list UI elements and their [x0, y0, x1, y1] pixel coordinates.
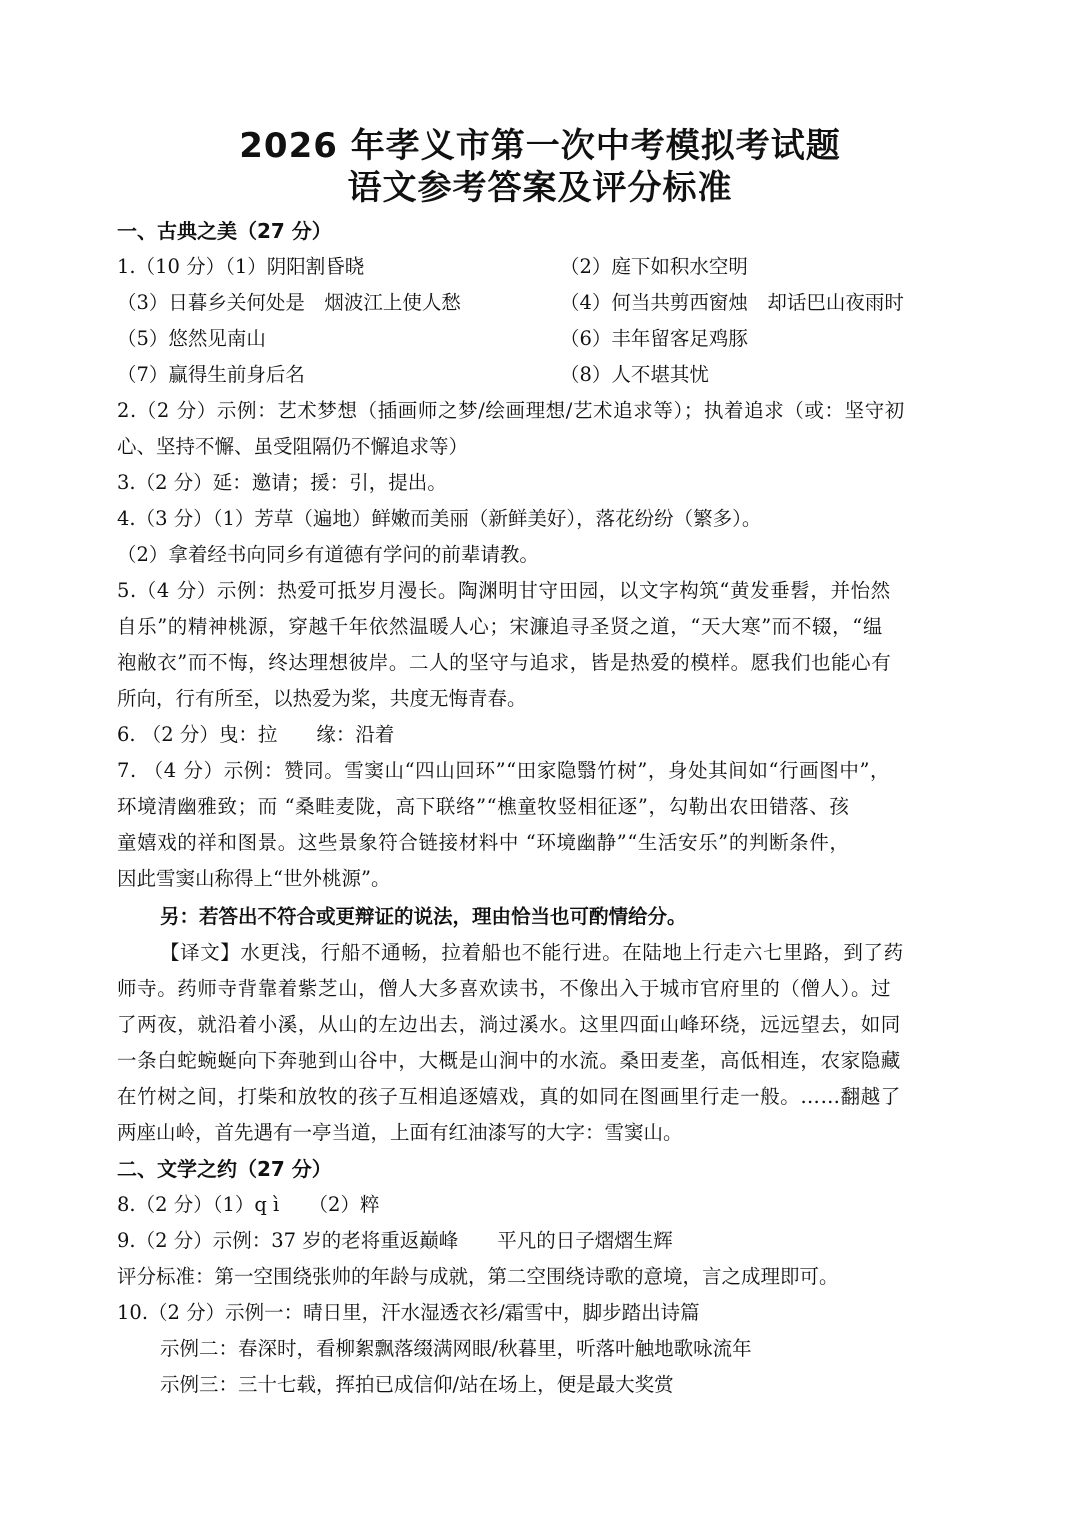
answer-q1-4: （4）何当共剪西窗烛 却话巴山夜雨时	[560, 291, 904, 314]
answer-q3: 3.（2 分）延：邀请；援：引，提出。	[117, 471, 447, 494]
answer-q9: 9.（2 分）示例：37 岁的老将重返巅峰 平凡的日子熠熠生辉	[117, 1229, 673, 1252]
answer-q5-line4: 所向，行有所至，以热爱为桨，共度无悔青春。	[117, 687, 527, 710]
answer-q7-line4: 因此雪窦山称得上“世外桃源”。	[117, 867, 391, 890]
translation-line2: 师寺。药师寺背靠着紫芝山，僧人大多喜欢读书，不像出入于城市官府里的（僧人）。过	[117, 977, 892, 1000]
section-heading-classical: 一、古典之美（27 分）	[117, 219, 332, 243]
answer-q1-8: （8）人不堪其忧	[560, 363, 709, 386]
answer-q1-5: （5）悠然见南山	[117, 327, 266, 350]
answer-q7-line2: 环境清幽雅致；而 “桑畦麦陇，高下联络”“樵童牧竖相征逐”，勾勒出农田错落、孩	[117, 795, 850, 818]
answer-q8: 8.（2 分）（1）q ì （2）粹	[117, 1193, 380, 1216]
answer-q1-7: （7）赢得生前身后名	[117, 363, 305, 386]
answer-q7-line3: 童嬉戏的祥和图景。这些景象符合链接材料中 “环境幽静”“生活安乐”的判断条件，	[117, 831, 850, 854]
exam-subtitle: 语文参考答案及评分标准	[347, 168, 733, 208]
section-heading-literature: 二、文学之约（27 分）	[117, 1157, 332, 1181]
answer-q10-example1: 10.（2 分）示例一：晴日里，汗水湿透衣衫/霜雪中，脚步踏出诗篇	[117, 1301, 700, 1324]
answer-q4-1: 4.（3 分）（1）芳草（遍地）鲜嫩而美丽（新鲜美好），落花纷纷（繁多）。	[117, 507, 762, 530]
grading-note: 另：若答出不符合或更辩证的说法，理由恰当也可酌情给分。	[160, 905, 687, 928]
translation-line6: 两座山岭，首先遇有一亭当道，上面有红油漆写的大字：雪窦山。	[117, 1121, 683, 1144]
answer-q10-example3: 示例三：三十七载，挥拍已成信仰/站在场上，便是最大奖赏	[160, 1373, 674, 1396]
translation-line4: 一条白蛇蜿蜒向下奔驰到山谷中，大概是山涧中的水流。桑田麦垄，高低相连，农家隐藏	[117, 1049, 901, 1072]
answer-q1-2: （2）庭下如积水空明	[560, 255, 748, 278]
answer-q7-line1: 7. （4 分）示例：赞同。雪窦山“四山回环”“田家隐翳竹树”，身处其间如“行画图中”，	[117, 759, 891, 782]
translation-line3: 了两夜，就沿着小溪，从山的左边出去，淌过溪水。这里四面山峰环绕，远远望去，如同	[117, 1013, 901, 1036]
answer-q2-line2: 心、坚持不懈、虽受阻隔仍不懈追求等）	[117, 435, 469, 458]
answer-q1-3: （3）日暮乡关何处是 烟波江上使人愁	[117, 291, 461, 314]
answer-q2-line1: 2.（2 分）示例：艺术梦想（插画师之梦/绘画理想/艺术追求等）；执着追求（或：坚守初	[117, 399, 905, 422]
answer-q9-criteria: 评分标准：第一空围绕张帅的年龄与成就，第二空围绕诗歌的意境，言之成理即可。	[117, 1265, 839, 1288]
translation-line5: 在竹树之间，打柴和放牧的孩子互相追逐嬉戏，真的如同在图画里行走一般。……翻越了	[117, 1085, 901, 1108]
translation-line1: 【译文】水更浅，行船不通畅，拉着船也不能行进。在陆地上行走六七里路，到了药	[160, 941, 904, 964]
answer-q4-2: （2）拿着经书向同乡有道德有学问的前辈请教。	[117, 543, 539, 566]
answer-q1-1: 1.（10 分）（1）阴阳割昏晓	[117, 255, 365, 278]
answer-q10-example2: 示例二：春深时，看柳絮飘落缀满网眼/秋暮里，听落叶触地歌咏流年	[160, 1337, 752, 1360]
answer-q6: 6. （2 分）曳：拉 缘：沿着	[117, 723, 395, 746]
answer-q1-6: （6）丰年留客足鸡豚	[560, 327, 748, 350]
exam-title: 2026 年孝义市第一次中考模拟考试题	[239, 126, 841, 166]
answer-q5-line3: 袍敝衣”而不悔，终达理想彼岸。二人的坚守与追求，皆是热爱的模样。愿我们也能心有	[117, 651, 892, 674]
answer-q5-line1: 5.（4 分）示例：热爱可抵岁月漫长。陶渊明甘守田园，以文字构筑“黄发垂髫，并怡然	[117, 579, 891, 602]
answer-q5-line2: 自乐”的精神桃源，穿越千年依然温暖人心；宋濂追寻圣贤之道，“天大寒”而不辍，“缊	[117, 615, 883, 638]
